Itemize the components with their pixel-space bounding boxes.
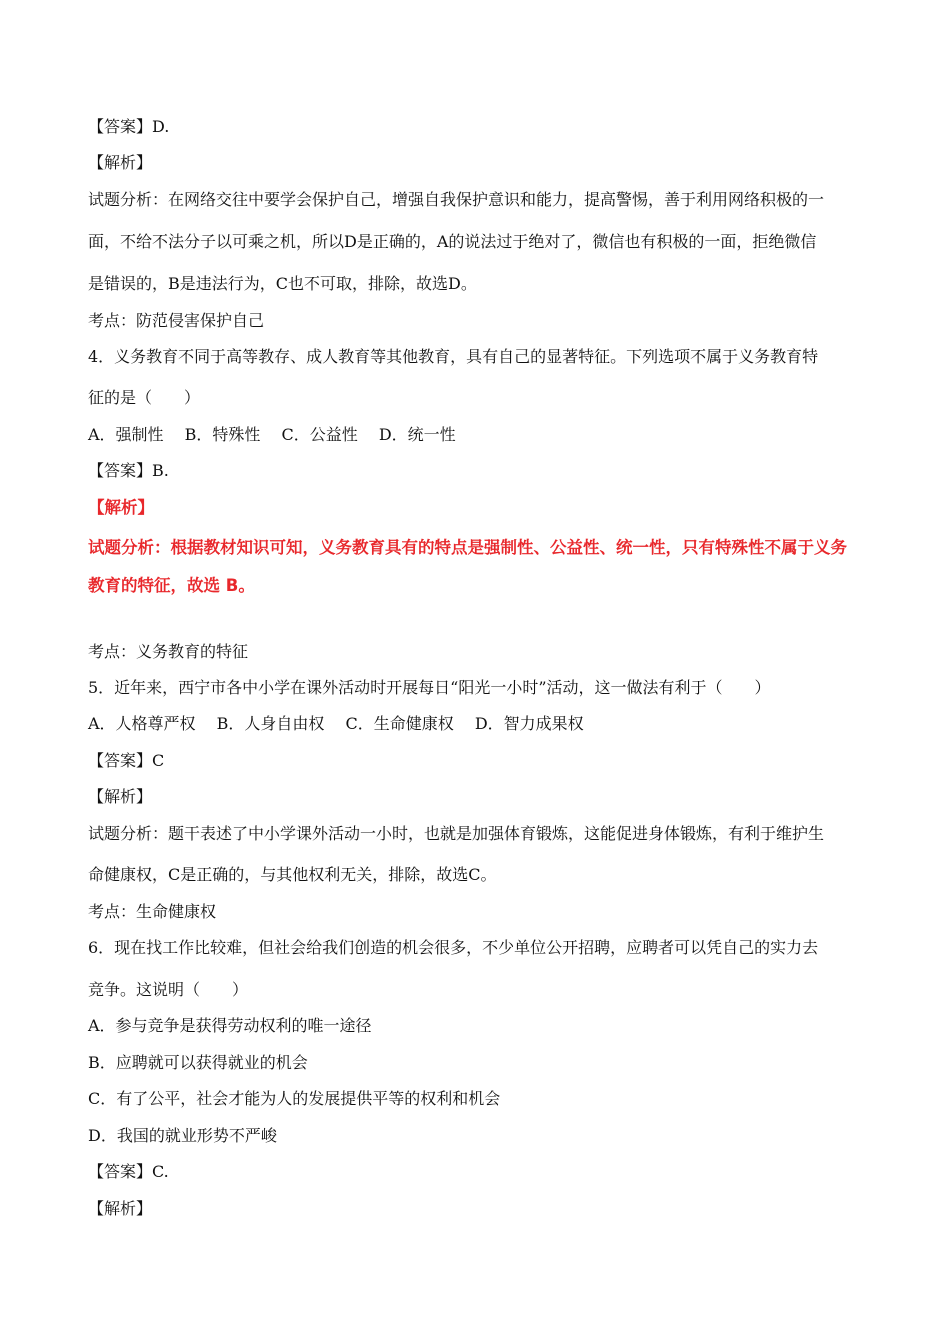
analysis-text-q5-line2: 命健康权，C是正确的，与其他权利无关，排除，故选C。 [88, 865, 497, 884]
question-6-line2: 竞争。这说明（ ） [88, 980, 249, 999]
analysis-text-q3-line1: 试题分析：在网络交往中要学会保护自己，增强自我保护意识和能力，提高警惕，善于利用网络积极的一 [88, 190, 825, 209]
question-6-option-d: D．我国的就业形势不严峻 [88, 1126, 277, 1145]
analysis-text-q4-line1: 试题分析：根据教材知识可知，义务教育具有的特点是强制性、公益性、统一性，只有特殊性不属于义务 [88, 538, 847, 557]
question-6-option-b: B．应聘就可以获得就业的机会 [88, 1053, 308, 1072]
analysis-text-q4-line2: 教育的特征，故选 B。 [88, 576, 255, 595]
answer-label-q4: 【答案】B. [88, 461, 169, 480]
answer-label-q3: 【答案】D. [88, 117, 170, 136]
question-6-line1: 6．现在找工作比较难，但社会给我们创造的机会很多，不少单位公开招聘，应聘者可以凭自己的实力去 [88, 938, 819, 957]
analysis-text-q3-line2: 面，不给不法分子以可乘之机，所以D是正确的，A的说法过于绝对了，微信也有积极的一面，拒绝微信 [88, 232, 817, 251]
key-point-q4: 考点：义务教育的特征 [88, 642, 249, 661]
question-6-option-c: C．有了公平，社会才能为人的发展提供平等的权利和机会 [88, 1089, 501, 1108]
question-4-options: A．强制性 B．特殊性 C．公益性 D．统一性 [88, 425, 456, 444]
question-5-options: A．人格尊严权 B．人身自由权 C．生命健康权 D．智力成果权 [88, 714, 584, 733]
question-4-line2: 征的是（ ） [88, 388, 201, 407]
question-5: 5．近年来，西宁市各中小学在课外活动时开展每日“阳光一小时”活动，这一做法有利于（ ） [88, 678, 771, 697]
analysis-text-q5-line1: 试题分析：题干表述了中小学课外活动一小时，也就是加强体育锻炼，这能促进身体锻炼，有利于维护生 [88, 824, 825, 843]
question-6-option-a: A．参与竞争是获得劳动权利的唯一途径 [88, 1016, 372, 1035]
key-point-q5: 考点：生命健康权 [88, 902, 217, 921]
analysis-heading-q6: 【解析】 [88, 1199, 153, 1218]
answer-label-q5: 【答案】C [88, 751, 165, 770]
key-point-q3: 考点：防范侵害保护自己 [88, 311, 265, 330]
analysis-heading-q4: 【解析】 [88, 498, 154, 517]
question-4-line1: 4．义务教育不同于高等教存、成人教育等其他教育，具有自己的显著特征。下列选项不属于义务教育特 [88, 347, 819, 366]
analysis-heading-q5: 【解析】 [88, 787, 153, 806]
analysis-text-q3-line3: 是错误的，B是违法行为，C也不可取，排除，故选D。 [88, 274, 477, 293]
analysis-heading-q3: 【解析】 [88, 153, 153, 172]
answer-label-q6: 【答案】C. [88, 1162, 169, 1181]
